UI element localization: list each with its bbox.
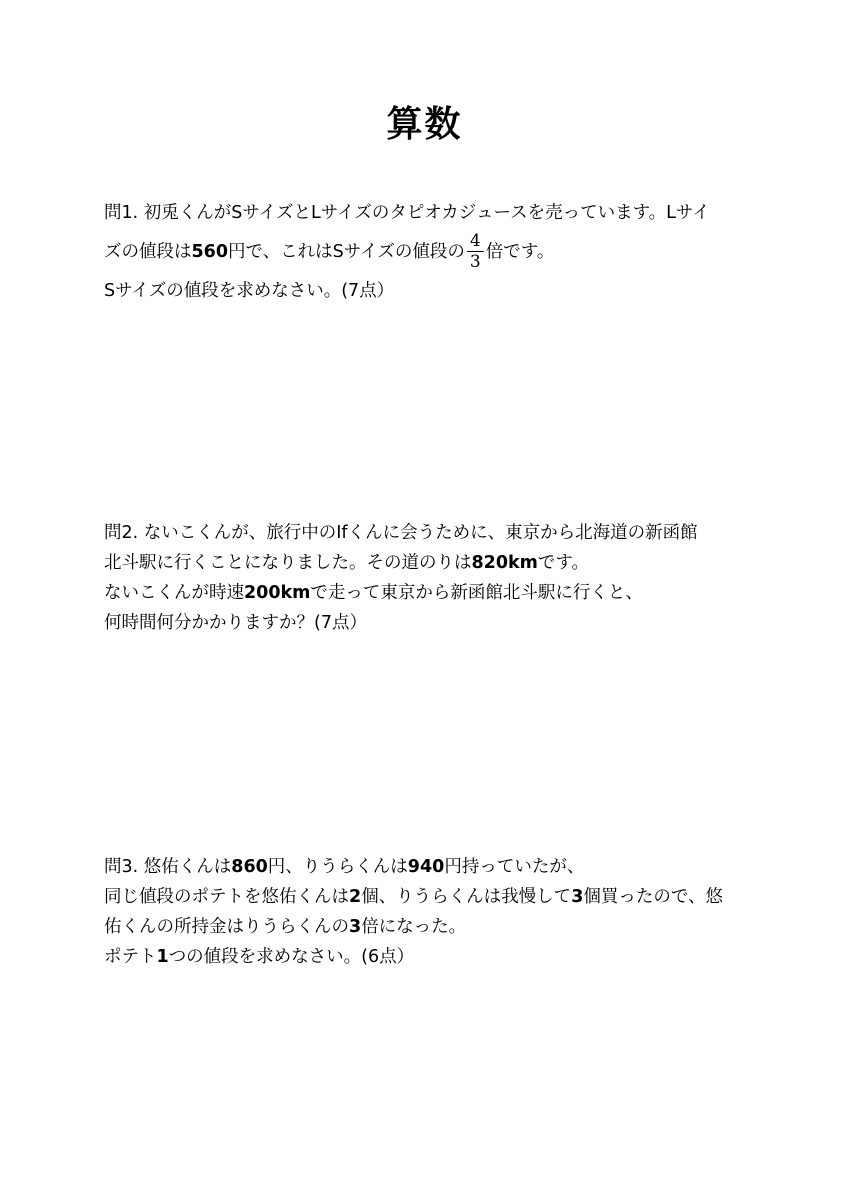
question-3-text: ポテト xyxy=(104,947,157,967)
question-2-line-4: 何時間何分かかりますか？(7点） xyxy=(104,613,367,633)
question-3-text: 個買ったので、悠 xyxy=(583,887,724,907)
fraction-denominator: 3 xyxy=(469,251,481,272)
ratio-value: 3 xyxy=(349,917,362,937)
question-1-line-2 xyxy=(104,228,754,276)
question-1 xyxy=(104,198,754,306)
price-l-size: 560 xyxy=(191,242,229,262)
question-1-text: 円で、これはSサイズの値段の xyxy=(228,242,465,262)
money-riura: 940 xyxy=(407,857,445,877)
question-3-line-2 xyxy=(104,882,754,912)
question-3-text: つの値段を求めなさい。(6点） xyxy=(168,947,415,967)
page-title: 算数 xyxy=(386,104,463,145)
question-1-line-3: Sサイズの値段を求めなさい。(7点） xyxy=(104,281,395,301)
question-1-text: ズの値段は xyxy=(104,242,192,262)
question-2-line-2 xyxy=(104,548,754,578)
question-3-text: 円、りうらくんは xyxy=(267,857,408,877)
question-2-text: ないこくんが時速 xyxy=(104,583,244,603)
count-riura: 3 xyxy=(571,887,584,907)
question-2-line-1: 問2. ないこくんが、旅行中のIfくんに会うために、東京から北海道の新函館 xyxy=(104,523,698,543)
question-3-text: 同じ値段のポテトを悠佑くんは xyxy=(104,887,349,907)
question-3-line-1 xyxy=(104,852,754,882)
question-3-text: 倍になった。 xyxy=(361,917,467,937)
question-2-text: です。 xyxy=(537,553,590,573)
question-3-line-4 xyxy=(104,942,754,972)
question-2-text: で走って東京から新函館北斗駅に行くと、 xyxy=(310,583,643,603)
question-3-text: 円持っていたが、 xyxy=(444,857,585,877)
count-yusuke: 2 xyxy=(349,887,362,907)
fraction xyxy=(467,231,484,272)
question-2 xyxy=(104,518,754,638)
distance-value: 820km xyxy=(471,553,538,573)
question-2-text: 北斗駅に行くことになりました。その道のりは xyxy=(104,553,472,573)
question-2-line-3 xyxy=(104,578,754,608)
question-3 xyxy=(104,852,754,972)
question-1-text: 倍です。 xyxy=(485,242,555,262)
question-3-line-3 xyxy=(104,912,754,942)
money-yusuke: 860 xyxy=(231,857,268,877)
potato-count: 1 xyxy=(156,947,169,967)
question-3-text: 問3. 悠佑くんは xyxy=(104,857,232,877)
fraction-numerator: 4 xyxy=(467,231,484,252)
question-3-text: 佑くんの所持金はりうらくんの xyxy=(104,917,349,937)
speed-value: 200km xyxy=(244,583,311,603)
question-3-text: 個、りうらくんは我慢して xyxy=(361,887,572,907)
question-1-line-1: 問1. 初兎くんがSサイズとLサイズのタピオカジュースを売っています。Lサイ xyxy=(104,203,710,223)
